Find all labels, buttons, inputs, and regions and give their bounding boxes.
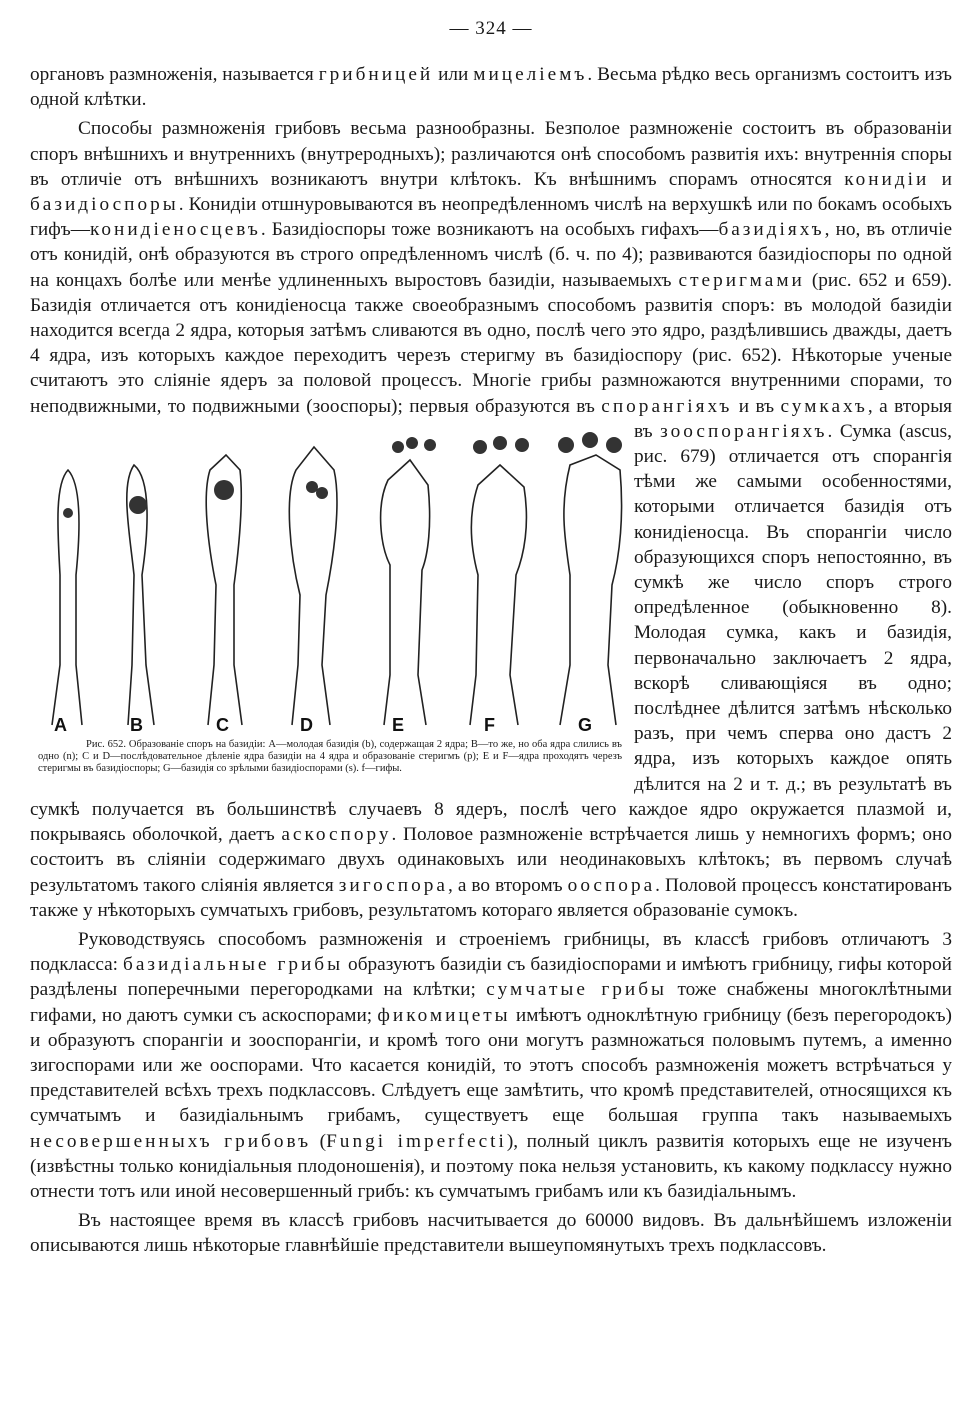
- term-fikomitsety: фикомицеты: [377, 1004, 511, 1026]
- term-sterigmy: стеригмами: [678, 269, 805, 291]
- figure-caption: Рис. 652. Образованіе споръ на базидіи: А—молодая базидія (b), содержащая 2 ядра; В—то же, но оба ядра слились въ одно (n); С и D—послѣдовательное дѣленіе ядра базидіи на 4 ядра и образованіе стеригмъ (p); Е и F—ядра проходятъ черезъ стеригмы въ базидіоспоры; G—базидія со зрѣлыми базидіоспорами (s). f—гифы.: [38, 738, 622, 774]
- figure-letter-a: A: [54, 714, 67, 735]
- text-run: . Конидіи отшнуровываются въ неопредѣленномъ числѣ на верхушкѣ или по бокамъ особыхъ гифъ—: [30, 194, 952, 241]
- page: [30, 18, 952, 1259]
- figure-letter-g: G: [578, 714, 593, 735]
- term-askospora: аскоспору: [281, 824, 392, 846]
- text-run: ), полный циклъ развитія которыхъ еще не изученъ (извѣстны только конидіальныя плодоношенія), и поэтому пока нельзя установить, къ какому подклассу нужно отнести тотъ или иной несовершенный грибъ: къ сумчатымъ грибамъ или къ базидіальнымъ.: [30, 1130, 952, 1202]
- text-run: Руководствуясь способомъ размноженія и строеніемъ грибницы, въ классѣ грибовъ отличаютъ 3 подкласса:: [30, 928, 952, 976]
- figure-letter-c: C: [216, 714, 229, 735]
- term-konidii: конидіи: [844, 168, 930, 190]
- text-run: и въ: [732, 395, 781, 417]
- term-zigospora: зигоспора: [338, 874, 448, 896]
- text-run: . Половой процессъ констатированъ также у нѣкоторыхъ сумчатыхъ грибовъ, результатомъ котораго является образованіе сумокъ.: [30, 874, 953, 921]
- figure-652-illustration: [30, 425, 628, 737]
- figure-letter-d: D: [300, 714, 313, 735]
- text-run: или: [433, 64, 474, 85]
- text-run: имѣютъ одноклѣтную грибницу (безъ перегородокъ) и образуютъ спорангіи и зооспорангіи, и кромѣ того они могутъ размножаться половымъ путемъ, а именно зигоспорами или же ооспорами. Что касается конидій, то этотъ способъ размноженія можетъ встрѣчаться у представителей всѣхъ трехъ подклассовъ. Слѣдуетъ еще замѣтить, что кромѣ представителей, относящихся къ сумчатымъ и базидіальнымъ грибамъ, существуетъ еще большая группа такъ называемыхъ: [30, 1004, 952, 1127]
- paragraph-4: Въ настоящее время въ классѣ грибовъ насчитывается до 60000 видовъ. Въ дальнѣйшемъ изложеніи описываются лишь нѣкоторые главнѣйшіе представители вышеупомянутыхъ трехъ подклассовъ.: [30, 1210, 952, 1257]
- term-sumchatye-griby: сумчатые грибы: [486, 979, 667, 1001]
- term-bazidii: базидіяхъ: [718, 219, 825, 241]
- term-mitseliy: мицеліемъ: [473, 64, 588, 85]
- page-number: — 324 —: [449, 18, 533, 39]
- term-bazidialnye-griby: базидіальные грибы: [123, 954, 344, 976]
- paragraph-3: [30, 927, 952, 1204]
- text-run: органовъ размноженія, называется: [30, 64, 319, 85]
- text-run: . Сумка (ascus, рис. 679) отличается отъ спорангія тѣми же самыми особенностями, которыми отличается базидія отъ конидіеносца. Въ спорангіи число образующихся споръ непостоянно, въ сумкѣ же число споръ строго опредѣленное (обыкновенно 8). Молодая сумка, какъ и базидія, первоначально заключаетъ 2 ядра, вскорѣ сливающіяся въ одно; послѣднее дѣлится затѣмъ нѣсколько разъ, при чемъ сперва оно дастъ 2 ядра, изъ которыхъ каждое опять дѣлится на 2 и т. д.; въ результатѣ въ сумкѣ получается въ большинствѣ случаевъ 8 ядеръ, послѣ чего каждое ядро окружается плазмой и, покрываясь оболочкой, даетъ: [30, 420, 952, 846]
- paragraph-2: [30, 116, 952, 923]
- paragraph-1: [30, 62, 952, 112]
- figure-652: [30, 425, 628, 793]
- term-sumki: сумкахъ: [780, 395, 868, 417]
- text-run: . Весьма рѣдко весь организмъ состоитъ изъ одной клѣтки.: [30, 64, 952, 111]
- term-fungi-imperfecti: Fungi imperfecti: [326, 1130, 507, 1152]
- text-run: , а вторыя въ: [634, 395, 953, 442]
- text-run: (рис. 652 и 659). Базидія отличается отъ конидіеносца также своеобразнымъ способомъ развитія споръ: въ молодой базидіи находится всегда 2 ядра, которыя затѣмъ сливаются въ одно, послѣ чего это ядро, раздѣлившись дважды, даетъ 4 ядра, изъ которыхъ каждое переходитъ черезъ стеригму въ базидіоспору (рис. 652). Нѣкоторые ученые считаютъ это сліяніе ядеръ за половой процессъ. Многіе грибы размножаются внутренними спорами, то неподвижными, то подвижными (зооспоры); первыя образуются въ: [30, 269, 952, 417]
- term-sporangii: спорангіяхъ: [601, 395, 733, 417]
- text-run: , но, въ отличіе отъ конидій, онѣ образуются въ строго опредѣленномъ числѣ (б. ч. по 4); развиваются базидіоспоры по одной на концахъ болѣе или менѣе удлиненныхъ выростовъ базидіи, называемыхъ: [30, 219, 952, 291]
- figure-letter-f: F: [484, 714, 495, 735]
- text-run: Способы размноженія грибовъ весьма разнообразны. Безполое размноженіе состоитъ въ образованіи споръ внѣшнихъ и внутреннихъ (внутреродныхъ); различаются онѣ способомъ развитія ихъ: внутреннія споры въ отличіе отъ внѣшнихъ возникаютъ внутри клѣтокъ. Къ внѣшнимъ спорамъ относятся: [30, 118, 952, 190]
- term-zoosporangii: зооспорангіяхъ: [660, 420, 828, 442]
- text-run: тоже снабжены многоклѣтными гифами, но даютъ сумки съ аскоспорами;: [30, 979, 952, 1026]
- text-run: (: [311, 1130, 327, 1152]
- term-konidienostsy: конидіеносцевъ: [89, 219, 261, 241]
- text-run: и: [929, 168, 952, 190]
- term-gribnitsa: грибницей: [318, 64, 434, 85]
- figure-letter-e: E: [392, 714, 405, 735]
- text-run: . Половое размноженіе встрѣчается лишь у немногихъ формъ; оно состоитъ въ сліяніи содержимаго двухъ одинаковыхъ или неодинаковыхъ клѣтокъ; въ первомъ случаѣ результатомъ такого сліянія является: [30, 824, 952, 896]
- text-run: , а во второмъ: [447, 874, 568, 896]
- term-bazidiospory: базидіоспоры: [30, 194, 179, 216]
- term-nesovershennye-griby: несовершенныхъ грибовъ: [30, 1130, 312, 1152]
- text-run: образуютъ базидіи съ базидіоспорами и имѣютъ грибницу, гифы которой раздѣлены поперечными перегородками на клѣтки;: [30, 954, 952, 1001]
- figure-letter-b: B: [130, 714, 143, 735]
- text-run: . Базидіоспоры тоже возникаютъ на особыхъ гифахъ—: [260, 219, 719, 241]
- term-oospora: ооспора: [567, 874, 656, 896]
